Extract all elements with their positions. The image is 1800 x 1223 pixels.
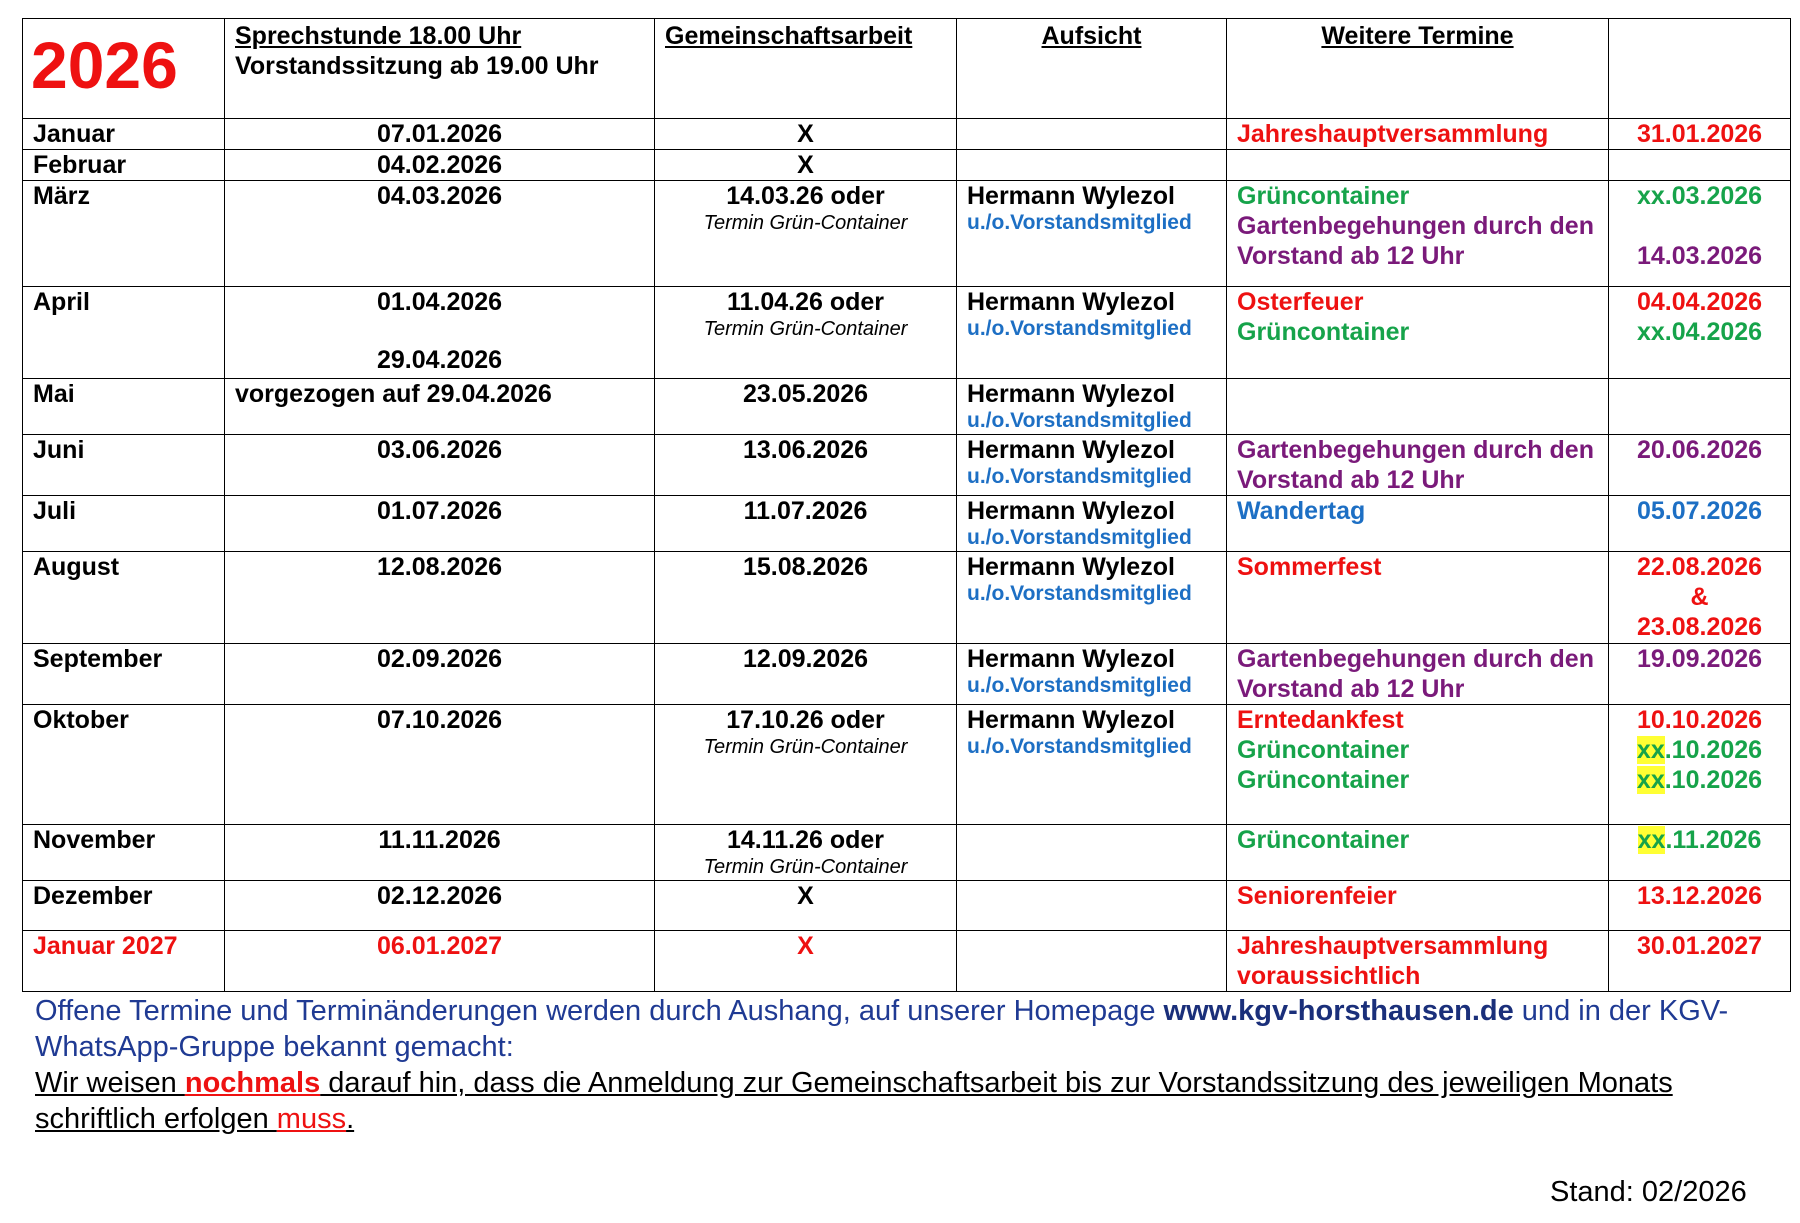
sitzung-cell: 02.09.2026 [225,644,655,705]
event-date: xx.10.2026 [1636,736,1763,764]
sitzung-cell: 07.10.2026 [225,705,655,825]
event-name: Jahreshauptversammlung voraussichtlich [1227,931,1609,992]
table-row [23,825,1791,881]
table-row [23,181,1791,287]
arbeit-cell: 15.08.2026 [655,552,957,644]
month-cell: Mai [23,379,225,435]
aufsicht-name: Hermann Wylezol [967,645,1175,673]
aufsicht-name: Hermann Wylezol [967,288,1175,316]
event-name: Grüncontainer [1237,736,1410,764]
event-name: Gartenbegehungen durch den Vorstand ab 12 Uhr [1227,644,1609,705]
sitzung-cell: vorgezogen auf 29.04.2026 [225,379,655,435]
aufsicht-subtext: u./o.Vorstandsmitglied [967,735,1192,758]
registration-note: Wir weisen nochmals darauf hin, dass die Anmeldung zur Gemeinschaftsarbeit bis zur Vorstandssitzung des jeweiligen Monats schriftlich erfolgen muss. [35,1067,1673,1135]
date-placeholder-highlight: xx [1636,766,1665,794]
sitzung-cell: 01.04.2026 [376,288,503,316]
sitzung-cell: 02.12.2026 [225,881,655,931]
month-cell: Januar 2027 [23,931,225,992]
schedule-table [22,18,1791,992]
table-row [23,287,1791,379]
event-name: Osterfeuer [1237,288,1364,316]
arbeit-cell: 13.06.2026 [655,435,957,496]
arbeit-cell: 14.03.26 oder [726,182,885,210]
year-title: 2026 [31,28,178,102]
aufsicht-subtext: u./o.Vorstandsmitglied [967,526,1192,549]
month-cell: September [23,644,225,705]
table-row [23,379,1791,435]
aufsicht-name: Hermann Wylezol [967,706,1175,734]
aufsicht-subtext: u./o.Vorstandsmitglied [967,582,1192,605]
event-name: Grüncontainer [1237,182,1410,210]
table-row [23,881,1791,931]
date-placeholder-highlight: xx [1637,826,1666,854]
emphasis-muss: muss [276,1103,347,1135]
arbeit-cell: 23.05.2026 [655,379,957,435]
table-row [23,150,1791,181]
arbeit-subtext: Termin Grün-Container [703,212,908,234]
aufsicht-name: Hermann Wylezol [967,182,1175,210]
event-date: 20.06.2026 [1609,435,1791,496]
arbeit-subtext: Termin Grün-Container [703,856,908,878]
month-cell: März [23,181,225,287]
sitzung-cell: 04.02.2026 [225,150,655,181]
aufsicht-subtext: u./o.Vorstandsmitglied [967,465,1192,488]
aufsicht-name: Hermann Wylezol [967,436,1175,464]
event-date: 10.10.2026 [1636,706,1763,734]
arbeit-cell: X [655,150,957,181]
header-gemeinschaftsarbeit: Gemeinschaftsarbeit [665,22,913,50]
event-date: 05.07.2026 [1609,496,1791,552]
arbeit-cell: 17.10.26 oder [726,706,885,734]
event-name: Gartenbegehungen durch den Vorstand ab 12 Uhr [1237,212,1594,270]
sitzung-cell: 01.07.2026 [225,496,655,552]
sitzung-cell: 03.06.2026 [225,435,655,496]
event-date: 13.12.2026 [1609,881,1791,931]
table-row [23,119,1791,150]
header-weitere-termine: Weitere Termine [1321,22,1514,50]
event-name: Gartenbegehungen durch den Vorstand ab 12 Uhr [1227,435,1609,496]
header-aufsicht: Aufsicht [1041,22,1142,50]
month-cell: April [23,287,225,379]
event-name: Seniorenfeier [1227,881,1609,931]
event-date: .11.2026 [1665,826,1762,854]
month-cell: Februar [23,150,225,181]
header-vorstandssitzung: Vorstandssitzung ab 19.00 Uhr [235,52,599,80]
arbeit-cell: X [655,119,957,150]
event-name: Grüncontainer [1237,766,1410,794]
arbeit-cell: X [655,881,957,931]
month-cell: Dezember [23,881,225,931]
table-row [23,931,1791,992]
event-date-ampersand: & [1690,583,1709,611]
sitzung-cell: 04.03.2026 [225,181,655,287]
event-date: 30.01.2027 [1609,931,1791,992]
arbeit-subtext: Termin Grün-Container [703,318,908,340]
event-date: 14.03.2026 [1636,242,1763,270]
month-cell: August [23,552,225,644]
sitzung-cell: 11.11.2026 [225,825,655,881]
arbeit-cell: 11.04.26 oder [726,288,885,316]
table-row [23,552,1791,644]
aufsicht-name: Hermann Wylezol [967,497,1175,525]
arbeit-cell: X [655,931,957,992]
sitzung-cell: 06.01.2027 [225,931,655,992]
date-placeholder-highlight: xx [1636,736,1665,764]
month-cell: Juni [23,435,225,496]
arbeit-cell: 11.07.2026 [655,496,957,552]
arbeit-subtext: Termin Grün-Container [703,736,908,758]
event-date: 19.09.2026 [1609,644,1791,705]
aufsicht-name: Hermann Wylezol [967,380,1175,408]
arbeit-cell: 12.09.2026 [655,644,957,705]
month-cell: Juli [23,496,225,552]
event-name: Erntedankfest [1237,706,1404,734]
sitzung-cell: 12.08.2026 [225,552,655,644]
month-cell: November [23,825,225,881]
event-name: Sommerfest [1227,552,1609,644]
event-date: xx.03.2026 [1636,182,1763,210]
event-date: 22.08.2026 [1636,553,1763,581]
aufsicht-subtext: u./o.Vorstandsmitglied [967,674,1192,697]
event-date: 04.04.2026 [1636,288,1763,316]
sitzung-cell-2: 29.04.2026 [376,346,503,374]
aufsicht-subtext: u./o.Vorstandsmitglied [967,211,1192,234]
info-note: Offene Termine und Terminänderungen werden durch Aushang, auf unserer Homepage www.kgv-horsthausen.de und in der KGV-WhatsApp-Gruppe bekannt gemacht: [35,995,1729,1063]
event-date: xx.04.2026 [1636,318,1763,346]
event-name: Wandertag [1227,496,1609,552]
month-cell: Januar [23,119,225,150]
arbeit-cell: 14.11.26 oder [726,826,885,854]
aufsicht-name: Hermann Wylezol [967,553,1175,581]
aufsicht-subtext: u./o.Vorstandsmitglied [967,409,1192,432]
header-sprechstunde: Sprechstunde 18.00 Uhr [235,22,522,50]
table-row [23,496,1791,552]
table-row [23,644,1791,705]
event-name: Jahreshauptversammlung [1227,119,1609,150]
event-date: xx.10.2026 [1636,766,1763,794]
event-name: Grüncontainer [1227,825,1609,881]
table-row [23,705,1791,825]
aufsicht-subtext: u./o.Vorstandsmitglied [967,317,1192,340]
table-row [23,435,1791,496]
website-link[interactable]: www.kgv-horsthausen.de [1163,995,1514,1027]
stand-date: Stand: 02/2026 [1550,1176,1747,1208]
event-date: 23.08.2026 [1636,613,1763,641]
emphasis-nochmals: nochmals [184,1067,321,1099]
sitzung-cell: 07.01.2026 [225,119,655,150]
header-row [23,19,1791,119]
month-cell: Oktober [23,705,225,825]
event-name: Grüncontainer [1237,318,1410,346]
event-date: 31.01.2026 [1609,119,1791,150]
